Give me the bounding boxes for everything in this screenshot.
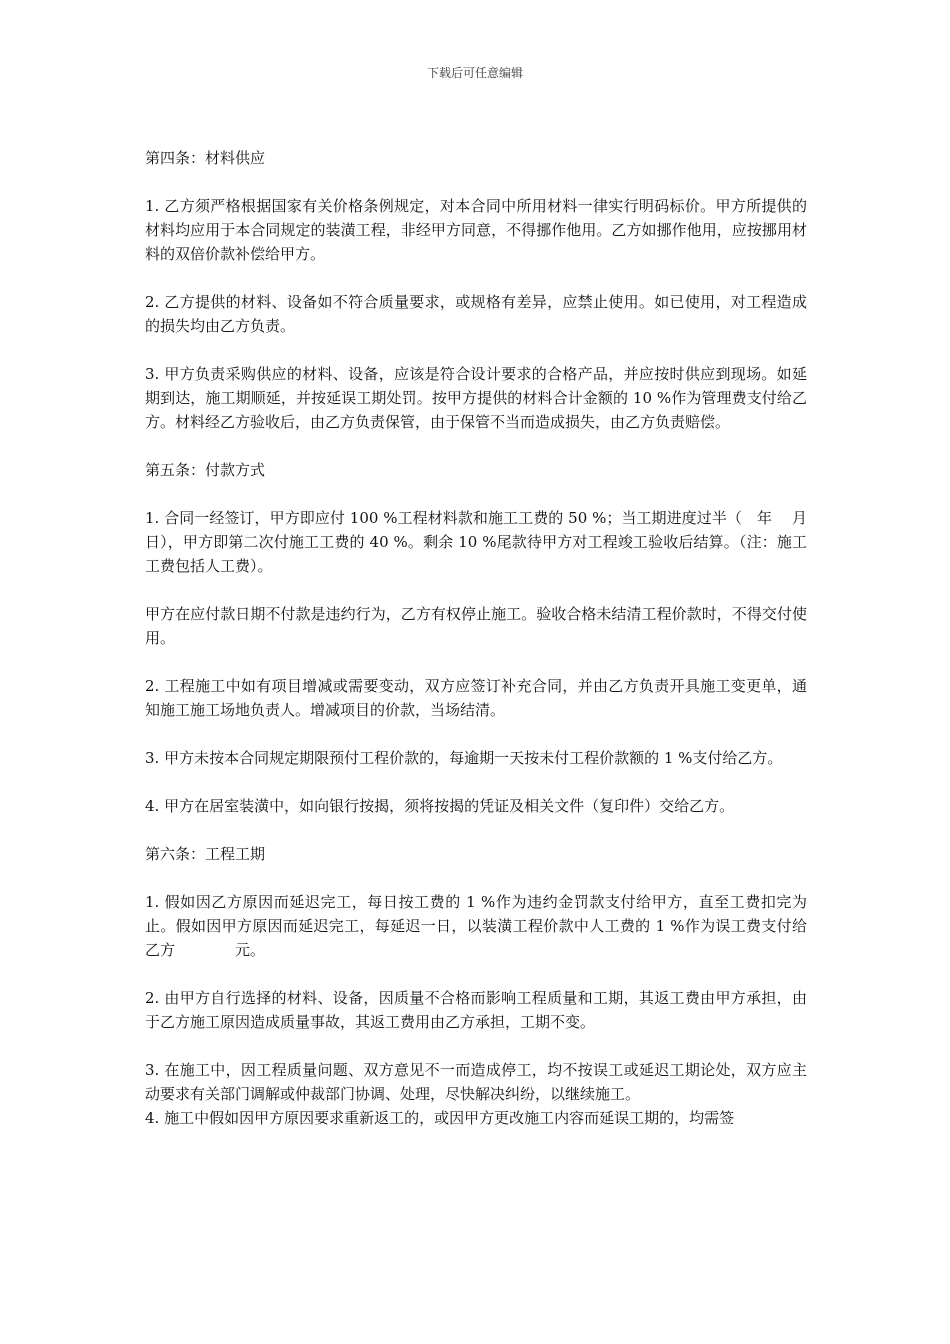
- clause-paragraph: 4. 甲方在居室装潢中，如向银行按揭，须将按揭的凭证及相关文件（复印件）交给乙方。: [145, 797, 735, 815]
- clause-paragraph: 2. 由甲方自行选择的材料、设备，因质量不合格而影响工程质量和工期，其返工费由甲方承担，由于乙方施工原因造成质量事故，其返工费用由乙方承担，工期不变。: [145, 989, 807, 1031]
- clause-paragraph: 1. 合同一经签订，甲方即应付 100 %工程材料款和施工工费的 50 %；当工期进度过半（ 年 月 日），甲方即第二次付施工工费的 40 %。剩余 10 %尾款待甲方对工程竣工验收后结算。（注：施工工费包括人工费）。: [145, 509, 827, 575]
- section-heading-article-4: 第四条：材料供应: [145, 149, 266, 167]
- section-heading-article-5: 第五条：付款方式: [145, 461, 266, 479]
- clause-paragraph: 2. 乙方提供的材料、设备如不符合质量要求，或规格有差异，应禁止使用。如已使用，对工程造成的损失均由乙方负责。: [145, 293, 807, 335]
- document-body: [145, 146, 827, 1130]
- clause-paragraph: 4. 施工中假如因甲方原因要求重新返工的，或因甲方更改施工内容而延误工期的，均需签: [145, 1109, 735, 1127]
- clause-paragraph: 3. 甲方负责采购供应的材料、设备，应该是符合设计要求的合格产品，并应按时供应到现场。如延期到达，施工期顺延，并按延误工期处罚。按甲方提供的材料合计金额的 10 %作为管理费支付给乙方。材料经乙方验收后，由乙方负责保管，由于保管不当而造成损失，由乙方负责赔偿。: [145, 365, 807, 431]
- page-header: 下载后可任意编辑: [426, 66, 523, 80]
- clause-paragraph: 3. 甲方未按本合同规定期限预付工程价款的，每逾期一天按未付工程价款额的 1 %支付给乙方。: [145, 749, 783, 767]
- clause-paragraph: 2. 工程施工中如有项目增减或需要变动，双方应签订补充合同，并由乙方负责开具施工变更单，通知施工施工场地负责人。增减项目的价款，当场结清。: [145, 677, 807, 719]
- clause-paragraph: 1. 乙方须严格根据国家有关价格条例规定，对本合同中所用材料一律实行明码标价。甲方所提供的材料均应用于本合同规定的装潢工程，非经甲方同意，不得挪作他用。乙方如挪作他用，应按挪用材料的双倍价款补偿给甲方。: [145, 197, 807, 263]
- section-heading-article-6: 第六条：工程工期: [145, 845, 266, 863]
- clause-paragraph: 1. 假如因乙方原因而延迟完工，每日按工费的 1 %作为违约金罚款支付给甲方，直至工费扣完为止。假如因甲方原因而延迟完工，每延迟一日，以装潢工程价款中人工费的 1 %作为误工费支付给乙方 元。: [145, 893, 807, 959]
- clause-paragraph: 甲方在应付款日期不付款是违约行为，乙方有权停止施工。验收合格未结清工程价款时，不得交付使用。: [145, 605, 807, 647]
- clause-paragraph: 3. 在施工中，因工程质量问题、双方意见不一而造成停工，均不按误工或延迟工期论处，双方应主动要求有关部门调解或仲裁部门协调、处理，尽快解决纠纷，以继续施工。: [145, 1061, 807, 1103]
